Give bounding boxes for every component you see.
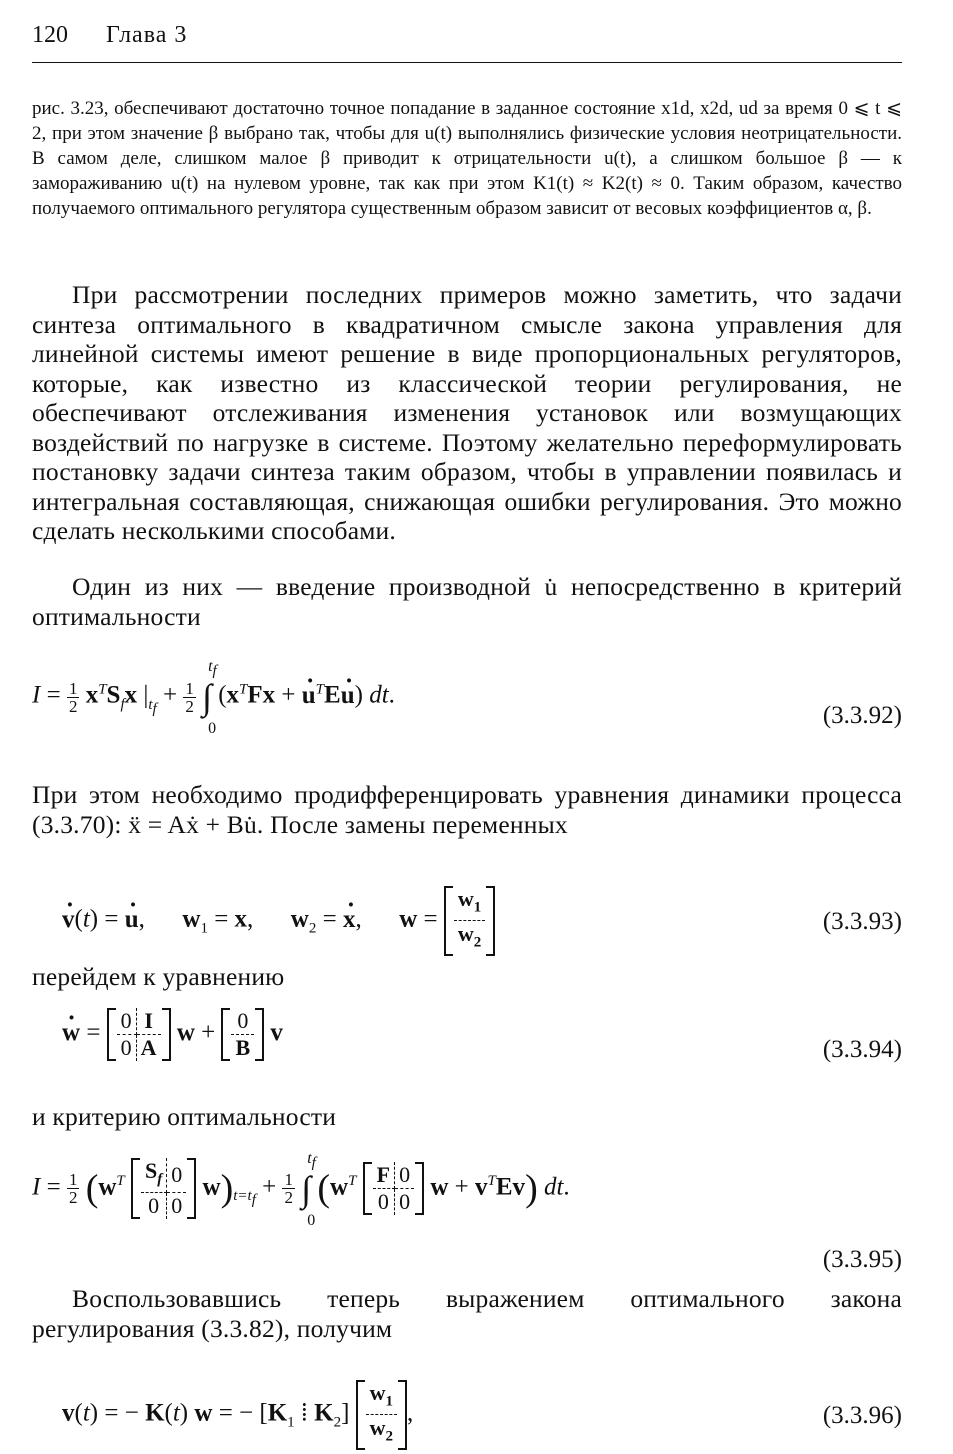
equation-3-3-94-body: w · = 0 I 0 A w + 0 B v [62, 1008, 283, 1061]
equation-3-3-96-body: v(t) = − K(t) w = − [$K_1$ ⁞ $K_2$] $w_1$ $w_2$ , [62, 1380, 413, 1450]
paragraph-1-text: При рассмотрении последних примеров можно заметить, что задачи синтеза оптимального в квадратичном смысле закона управления для линейной системы имеют решение в виде пропорциональных регуляторов, которые, как известно из классической теории регулирования, не обеспечивают отслеживания изменения установок или возмущающих воздействий по нагрузке в системе. Поэтому желательно переформулировать постановку задачи синтеза таким образом, чтобы в управлении появилась и интегральная составляющая, снижающая ошибки регулирования. Это можно сделать несколькими способами. [32, 280, 902, 545]
equation-3-3-92 [32, 658, 902, 772]
equation-number-3-3-94: (3.3.94) [822, 1036, 902, 1063]
equation-number-3-3-92: (3.3.92) [822, 702, 902, 729]
paragraph-2-text: Один из них — введение производной u̇ непосредственно в критерий оптимальности [32, 572, 902, 631]
equation-3-3-93-body: v ·(t) = u ·, $w_1 = x$, $w_2 = x$ ·, w = $w_1$ $w_2$ [62, 886, 495, 956]
equation-number-3-3-93: (3.3.93) [822, 908, 902, 935]
chapter-title: Глава 3 [106, 22, 188, 48]
equation-3-3-94 [32, 1004, 902, 1086]
equation-number-3-3-96: (3.3.96) [822, 1402, 902, 1429]
header-rule [32, 62, 902, 63]
paragraph-6-text: Воспользовавшись теперь выражением оптимального закона регулирования (3.3.82), получим [32, 1284, 902, 1343]
running-head [32, 22, 902, 54]
page-number: 120 [32, 22, 68, 48]
equation-3-3-93 [32, 878, 902, 958]
paragraph-4-text: перейдем к уравнению [32, 962, 285, 991]
equation-number-3-3-95: (3.3.95) [822, 1246, 902, 1273]
paragraph-3 [32, 780, 902, 839]
page [32, 22, 902, 1445]
paragraph-2 [32, 572, 902, 631]
figure-caption-continuation [32, 96, 902, 221]
paragraph-4 [32, 962, 902, 992]
paragraph-6 [32, 1284, 902, 1343]
equation-3-3-95 [32, 1148, 902, 1276]
equation-3-3-95-body: I = $\frac{1}{2}$ ($w^T$ $S_f$ 0 0 0 $w)_{t=t_f}$ + $\frac{1}{2}$ ∫ $t_f$ 0 ($w^T$ F 0 0 0 $w + v^TEv$) dt. [32, 1149, 570, 1229]
equation-3-3-92-body: I = $\frac{1}{2}$ $x^TS_fx$ $|_{t_f}$ + $\frac{1}{2}$ ∫ $t_f$ 0 ($x^TFx + u \cdot^TEu$ ·) dt. [32, 676, 395, 718]
equation-3-3-96 [32, 1374, 902, 1454]
paragraph-1 [32, 280, 902, 546]
paragraph-3-text: При этом необходимо продифференцировать уравнения динамики процесса (3.3.70): ẍ = Aẋ + Bu̇. После замены переменных [32, 780, 902, 839]
caption-text: рис. 3.23, обеспечивают достаточно точное попадание в заданное состояние x1d, x2d, ud за время 0 ⩽ t ⩽ 2, при этом значение β выбрано так, чтобы для u(t) выполнялись физические условия неотрицательности. В самом деле, слишком малое β приводит к отрицательности u(t), а слишком большое β — к замораживанию u(t) на нулевом уровне, так как при этом K1(t) ≈ K2(t) ≈ 0. Таким образом, качество получаемого оптимального регулятора существенным образом зависит от весовых коэффициентов α, β. [32, 98, 902, 219]
paragraph-5-text: и критерию оптимальности [32, 1102, 337, 1131]
paragraph-5 [32, 1102, 902, 1132]
